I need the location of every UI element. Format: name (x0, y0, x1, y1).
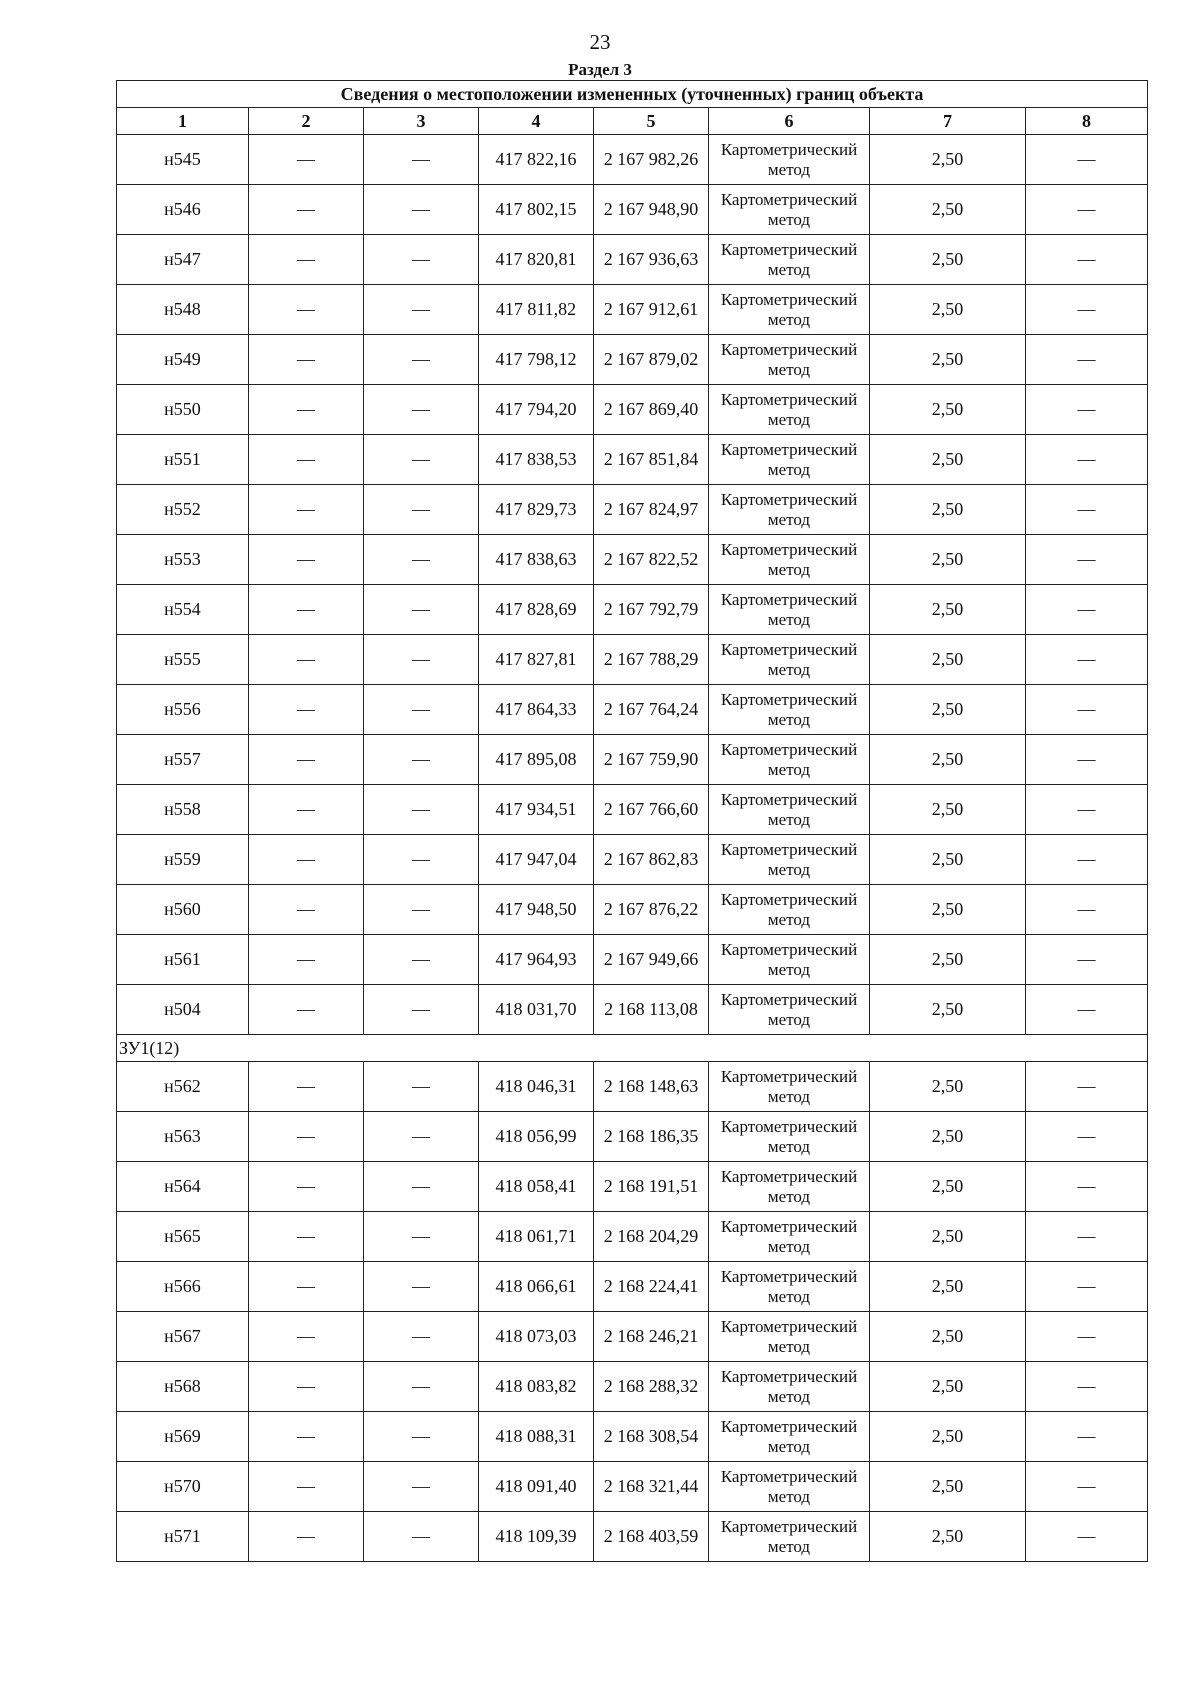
table-row (117, 885, 1148, 935)
column-2-cell: — (249, 335, 364, 385)
column-2-cell: — (249, 135, 364, 185)
column-8-cell: — (1026, 935, 1148, 985)
x-coordinate-cell: 417 802,15 (479, 185, 594, 235)
x-coordinate-cell: 418 066,61 (479, 1262, 594, 1312)
table-body (117, 135, 1148, 1562)
accuracy-cell: 2,50 (870, 1062, 1026, 1112)
accuracy-cell: 2,50 (870, 685, 1026, 735)
table-row (117, 835, 1148, 885)
x-coordinate-cell: 417 828,69 (479, 585, 594, 635)
y-coordinate-cell: 2 167 824,97 (594, 485, 709, 535)
y-coordinate-cell: 2 168 113,08 (594, 985, 709, 1035)
method-cell: Картометрический метод (709, 1412, 870, 1462)
column-3-cell: — (364, 585, 479, 635)
method-cell: Картометрический метод (709, 1212, 870, 1262)
accuracy-cell: 2,50 (870, 435, 1026, 485)
table-row (117, 735, 1148, 785)
accuracy-cell: 2,50 (870, 285, 1026, 335)
x-coordinate-cell: 417 838,63 (479, 535, 594, 585)
x-coordinate-cell: 417 827,81 (479, 635, 594, 685)
column-8-cell: — (1026, 1262, 1148, 1312)
column-2-cell: — (249, 435, 364, 485)
y-coordinate-cell: 2 167 851,84 (594, 435, 709, 485)
x-coordinate-cell: 417 964,93 (479, 935, 594, 985)
table-row (117, 1262, 1148, 1312)
method-cell: Картометрический метод (709, 135, 870, 185)
column-number: 2 (249, 108, 364, 135)
column-number: 5 (594, 108, 709, 135)
y-coordinate-cell: 2 168 321,44 (594, 1462, 709, 1512)
column-3-cell: — (364, 885, 479, 935)
column-8-cell: — (1026, 485, 1148, 535)
x-coordinate-cell: 418 046,31 (479, 1062, 594, 1112)
table-row (117, 235, 1148, 285)
method-cell: Картометрический метод (709, 185, 870, 235)
column-8-cell: — (1026, 135, 1148, 185)
x-coordinate-cell: 418 056,99 (479, 1112, 594, 1162)
column-number: 3 (364, 108, 479, 135)
method-cell: Картометрический метод (709, 735, 870, 785)
accuracy-cell: 2,50 (870, 1412, 1026, 1462)
table-row (117, 1062, 1148, 1112)
column-2-cell: — (249, 1162, 364, 1212)
column-3-cell: — (364, 1312, 479, 1362)
table-row (117, 585, 1148, 635)
y-coordinate-cell: 2 167 862,83 (594, 835, 709, 885)
column-3-cell: — (364, 1162, 479, 1212)
group-label: ЗУ1(12) (117, 1035, 1148, 1062)
method-cell: Картометрический метод (709, 1262, 870, 1312)
method-cell: Картометрический метод (709, 1062, 870, 1112)
x-coordinate-cell: 417 798,12 (479, 335, 594, 385)
column-2-cell: — (249, 1412, 364, 1462)
column-8-cell: — (1026, 735, 1148, 785)
y-coordinate-cell: 2 168 246,21 (594, 1312, 709, 1362)
accuracy-cell: 2,50 (870, 735, 1026, 785)
table-row (117, 685, 1148, 735)
column-number: 4 (479, 108, 594, 135)
column-2-cell: — (249, 535, 364, 585)
accuracy-cell: 2,50 (870, 535, 1026, 585)
accuracy-cell: 2,50 (870, 235, 1026, 285)
column-2-cell: — (249, 1062, 364, 1112)
point-name-cell: н545 (117, 135, 249, 185)
method-cell: Картометрический метод (709, 635, 870, 685)
column-3-cell: — (364, 1462, 479, 1512)
accuracy-cell: 2,50 (870, 1212, 1026, 1262)
column-8-cell: — (1026, 1112, 1148, 1162)
column-3-cell: — (364, 1512, 479, 1562)
column-3-cell: — (364, 285, 479, 335)
y-coordinate-cell: 2 167 766,60 (594, 785, 709, 835)
column-8-cell: — (1026, 585, 1148, 635)
method-cell: Картометрический метод (709, 885, 870, 935)
accuracy-cell: 2,50 (870, 1512, 1026, 1562)
table-row (117, 1462, 1148, 1512)
column-8-cell: — (1026, 635, 1148, 685)
method-cell: Картометрический метод (709, 935, 870, 985)
x-coordinate-cell: 418 058,41 (479, 1162, 594, 1212)
column-2-cell: — (249, 685, 364, 735)
x-coordinate-cell: 417 895,08 (479, 735, 594, 785)
table-row (117, 1312, 1148, 1362)
table-row (117, 1362, 1148, 1412)
column-3-cell: — (364, 1262, 479, 1312)
table-row (117, 935, 1148, 985)
point-name-cell: н556 (117, 685, 249, 735)
table-row (117, 535, 1148, 585)
accuracy-cell: 2,50 (870, 1112, 1026, 1162)
column-8-cell: — (1026, 385, 1148, 435)
point-name-cell: н547 (117, 235, 249, 285)
column-3-cell: — (364, 685, 479, 735)
y-coordinate-cell: 2 167 759,90 (594, 735, 709, 785)
column-8-cell: — (1026, 685, 1148, 735)
column-8-cell: — (1026, 1062, 1148, 1112)
x-coordinate-cell: 417 947,04 (479, 835, 594, 885)
y-coordinate-cell: 2 167 876,22 (594, 885, 709, 935)
y-coordinate-cell: 2 167 948,90 (594, 185, 709, 235)
column-2-cell: — (249, 935, 364, 985)
accuracy-cell: 2,50 (870, 885, 1026, 935)
column-number: 1 (117, 108, 249, 135)
method-cell: Картометрический метод (709, 335, 870, 385)
point-name-cell: н571 (117, 1512, 249, 1562)
column-8-cell: — (1026, 785, 1148, 835)
column-2-cell: — (249, 835, 364, 885)
column-3-cell: — (364, 1112, 479, 1162)
x-coordinate-cell: 418 073,03 (479, 1312, 594, 1362)
column-3-cell: — (364, 435, 479, 485)
column-2-cell: — (249, 285, 364, 335)
method-cell: Картометрический метод (709, 285, 870, 335)
table-row (117, 635, 1148, 685)
point-name-cell: н559 (117, 835, 249, 885)
method-cell: Картометрический метод (709, 435, 870, 485)
method-cell: Картометрический метод (709, 535, 870, 585)
column-8-cell: — (1026, 885, 1148, 935)
column-3-cell: — (364, 535, 479, 585)
column-number-row (117, 108, 1148, 135)
method-cell: Картометрический метод (709, 485, 870, 535)
method-cell: Картометрический метод (709, 785, 870, 835)
column-8-cell: — (1026, 185, 1148, 235)
accuracy-cell: 2,50 (870, 1262, 1026, 1312)
column-2-cell: — (249, 1512, 364, 1562)
y-coordinate-cell: 2 168 148,63 (594, 1062, 709, 1112)
column-3-cell: — (364, 1212, 479, 1262)
column-2-cell: — (249, 735, 364, 785)
x-coordinate-cell: 418 061,71 (479, 1212, 594, 1262)
column-2-cell: — (249, 1312, 364, 1362)
y-coordinate-cell: 2 167 764,24 (594, 685, 709, 735)
y-coordinate-cell: 2 167 949,66 (594, 935, 709, 985)
column-2-cell: — (249, 635, 364, 685)
x-coordinate-cell: 417 829,73 (479, 485, 594, 535)
column-8-cell: — (1026, 1362, 1148, 1412)
x-coordinate-cell: 417 820,81 (479, 235, 594, 285)
point-name-cell: н566 (117, 1262, 249, 1312)
accuracy-cell: 2,50 (870, 835, 1026, 885)
accuracy-cell: 2,50 (870, 485, 1026, 535)
table-row (117, 385, 1148, 435)
column-8-cell: — (1026, 435, 1148, 485)
point-name-cell: н567 (117, 1312, 249, 1362)
column-2-cell: — (249, 235, 364, 285)
point-name-cell: н560 (117, 885, 249, 935)
method-cell: Картометрический метод (709, 1162, 870, 1212)
point-name-cell: н549 (117, 335, 249, 385)
method-cell: Картометрический метод (709, 235, 870, 285)
point-name-cell: н504 (117, 985, 249, 1035)
y-coordinate-cell: 2 168 308,54 (594, 1412, 709, 1462)
column-8-cell: — (1026, 835, 1148, 885)
column-2-cell: — (249, 585, 364, 635)
point-name-cell: н546 (117, 185, 249, 235)
column-3-cell: — (364, 135, 479, 185)
method-cell: Картометрический метод (709, 1512, 870, 1562)
point-name-cell: н563 (117, 1112, 249, 1162)
method-cell: Картометрический метод (709, 1362, 870, 1412)
table-row (117, 485, 1148, 535)
table-caption-row (117, 81, 1148, 108)
y-coordinate-cell: 2 168 224,41 (594, 1262, 709, 1312)
column-3-cell: — (364, 1062, 479, 1112)
x-coordinate-cell: 418 091,40 (479, 1462, 594, 1512)
column-8-cell: — (1026, 1162, 1148, 1212)
table-row (117, 135, 1148, 185)
table-row (117, 1212, 1148, 1262)
method-cell: Картометрический метод (709, 1112, 870, 1162)
column-2-cell: — (249, 185, 364, 235)
method-cell: Картометрический метод (709, 835, 870, 885)
x-coordinate-cell: 418 109,39 (479, 1512, 594, 1562)
column-3-cell: — (364, 1362, 479, 1412)
point-name-cell: н565 (117, 1212, 249, 1262)
column-2-cell: — (249, 1262, 364, 1312)
column-3-cell: — (364, 835, 479, 885)
x-coordinate-cell: 417 864,33 (479, 685, 594, 735)
y-coordinate-cell: 2 167 869,40 (594, 385, 709, 435)
accuracy-cell: 2,50 (870, 385, 1026, 435)
point-name-cell: н570 (117, 1462, 249, 1512)
table-caption: Сведения о местоположении измененных (уточненных) границ объекта (117, 81, 1148, 108)
accuracy-cell: 2,50 (870, 585, 1026, 635)
column-2-cell: — (249, 785, 364, 835)
column-8-cell: — (1026, 1412, 1148, 1462)
method-cell: Картометрический метод (709, 385, 870, 435)
column-8-cell: — (1026, 285, 1148, 335)
accuracy-cell: 2,50 (870, 1362, 1026, 1412)
table-row (117, 785, 1148, 835)
column-3-cell: — (364, 185, 479, 235)
column-8-cell: — (1026, 235, 1148, 285)
y-coordinate-cell: 2 168 204,29 (594, 1212, 709, 1262)
accuracy-cell: 2,50 (870, 635, 1026, 685)
y-coordinate-cell: 2 167 936,63 (594, 235, 709, 285)
column-8-cell: — (1026, 1212, 1148, 1262)
y-coordinate-cell: 2 167 822,52 (594, 535, 709, 585)
y-coordinate-cell: 2 167 792,79 (594, 585, 709, 635)
point-name-cell: н554 (117, 585, 249, 635)
x-coordinate-cell: 417 948,50 (479, 885, 594, 935)
point-name-cell: н558 (117, 785, 249, 835)
accuracy-cell: 2,50 (870, 985, 1026, 1035)
y-coordinate-cell: 2 167 879,02 (594, 335, 709, 385)
x-coordinate-cell: 417 934,51 (479, 785, 594, 835)
section-title: Раздел 3 (568, 60, 632, 79)
accuracy-cell: 2,50 (870, 335, 1026, 385)
column-number: 7 (870, 108, 1026, 135)
column-2-cell: — (249, 1212, 364, 1262)
column-2-cell: — (249, 1112, 364, 1162)
x-coordinate-cell: 418 088,31 (479, 1412, 594, 1462)
x-coordinate-cell: 417 822,16 (479, 135, 594, 185)
column-2-cell: — (249, 1362, 364, 1412)
point-name-cell: н550 (117, 385, 249, 435)
table-row (117, 435, 1148, 485)
method-cell: Картометрический метод (709, 1462, 870, 1512)
column-3-cell: — (364, 985, 479, 1035)
x-coordinate-cell: 417 794,20 (479, 385, 594, 435)
table-row (117, 185, 1148, 235)
y-coordinate-cell: 2 168 403,59 (594, 1512, 709, 1562)
column-2-cell: — (249, 485, 364, 535)
point-name-cell: н562 (117, 1062, 249, 1112)
column-3-cell: — (364, 735, 479, 785)
x-coordinate-cell: 417 811,82 (479, 285, 594, 335)
column-3-cell: — (364, 335, 479, 385)
column-8-cell: — (1026, 985, 1148, 1035)
x-coordinate-cell: 418 083,82 (479, 1362, 594, 1412)
column-3-cell: — (364, 485, 479, 535)
accuracy-cell: 2,50 (870, 935, 1026, 985)
table-row (117, 985, 1148, 1035)
column-2-cell: — (249, 885, 364, 935)
page-number: 23 (589, 30, 611, 54)
column-2-cell: — (249, 1462, 364, 1512)
point-name-cell: н551 (117, 435, 249, 485)
accuracy-cell: 2,50 (870, 1162, 1026, 1212)
point-name-cell: н553 (117, 535, 249, 585)
column-3-cell: — (364, 935, 479, 985)
column-3-cell: — (364, 785, 479, 835)
column-3-cell: — (364, 235, 479, 285)
point-name-cell: н564 (117, 1162, 249, 1212)
y-coordinate-cell: 2 168 186,35 (594, 1112, 709, 1162)
accuracy-cell: 2,50 (870, 1462, 1026, 1512)
column-8-cell: — (1026, 335, 1148, 385)
x-coordinate-cell: 417 838,53 (479, 435, 594, 485)
boundary-coordinates-table (116, 80, 1148, 1562)
accuracy-cell: 2,50 (870, 185, 1026, 235)
point-name-cell: н555 (117, 635, 249, 685)
accuracy-cell: 2,50 (870, 785, 1026, 835)
column-8-cell: — (1026, 1312, 1148, 1362)
column-8-cell: — (1026, 1462, 1148, 1512)
table-row (117, 1112, 1148, 1162)
method-cell: Картометрический метод (709, 685, 870, 735)
point-name-cell: н561 (117, 935, 249, 985)
method-cell: Картометрический метод (709, 985, 870, 1035)
y-coordinate-cell: 2 168 191,51 (594, 1162, 709, 1212)
point-name-cell: н568 (117, 1362, 249, 1412)
point-name-cell: н557 (117, 735, 249, 785)
y-coordinate-cell: 2 168 288,32 (594, 1362, 709, 1412)
column-2-cell: — (249, 985, 364, 1035)
point-name-cell: н552 (117, 485, 249, 535)
table-row (117, 335, 1148, 385)
y-coordinate-cell: 2 167 982,26 (594, 135, 709, 185)
x-coordinate-cell: 418 031,70 (479, 985, 594, 1035)
column-number: 6 (709, 108, 870, 135)
point-name-cell: н569 (117, 1412, 249, 1462)
column-8-cell: — (1026, 1512, 1148, 1562)
column-number: 8 (1026, 108, 1148, 135)
column-3-cell: — (364, 385, 479, 435)
method-cell: Картометрический метод (709, 585, 870, 635)
column-8-cell: — (1026, 535, 1148, 585)
accuracy-cell: 2,50 (870, 1312, 1026, 1362)
column-3-cell: — (364, 1412, 479, 1462)
point-name-cell: н548 (117, 285, 249, 335)
table-row (117, 1412, 1148, 1462)
table-row (117, 1162, 1148, 1212)
method-cell: Картометрический метод (709, 1312, 870, 1362)
accuracy-cell: 2,50 (870, 135, 1026, 185)
table-row (117, 1512, 1148, 1562)
column-3-cell: — (364, 635, 479, 685)
y-coordinate-cell: 2 167 912,61 (594, 285, 709, 335)
column-2-cell: — (249, 385, 364, 435)
y-coordinate-cell: 2 167 788,29 (594, 635, 709, 685)
group-row (117, 1035, 1148, 1062)
table-row (117, 285, 1148, 335)
